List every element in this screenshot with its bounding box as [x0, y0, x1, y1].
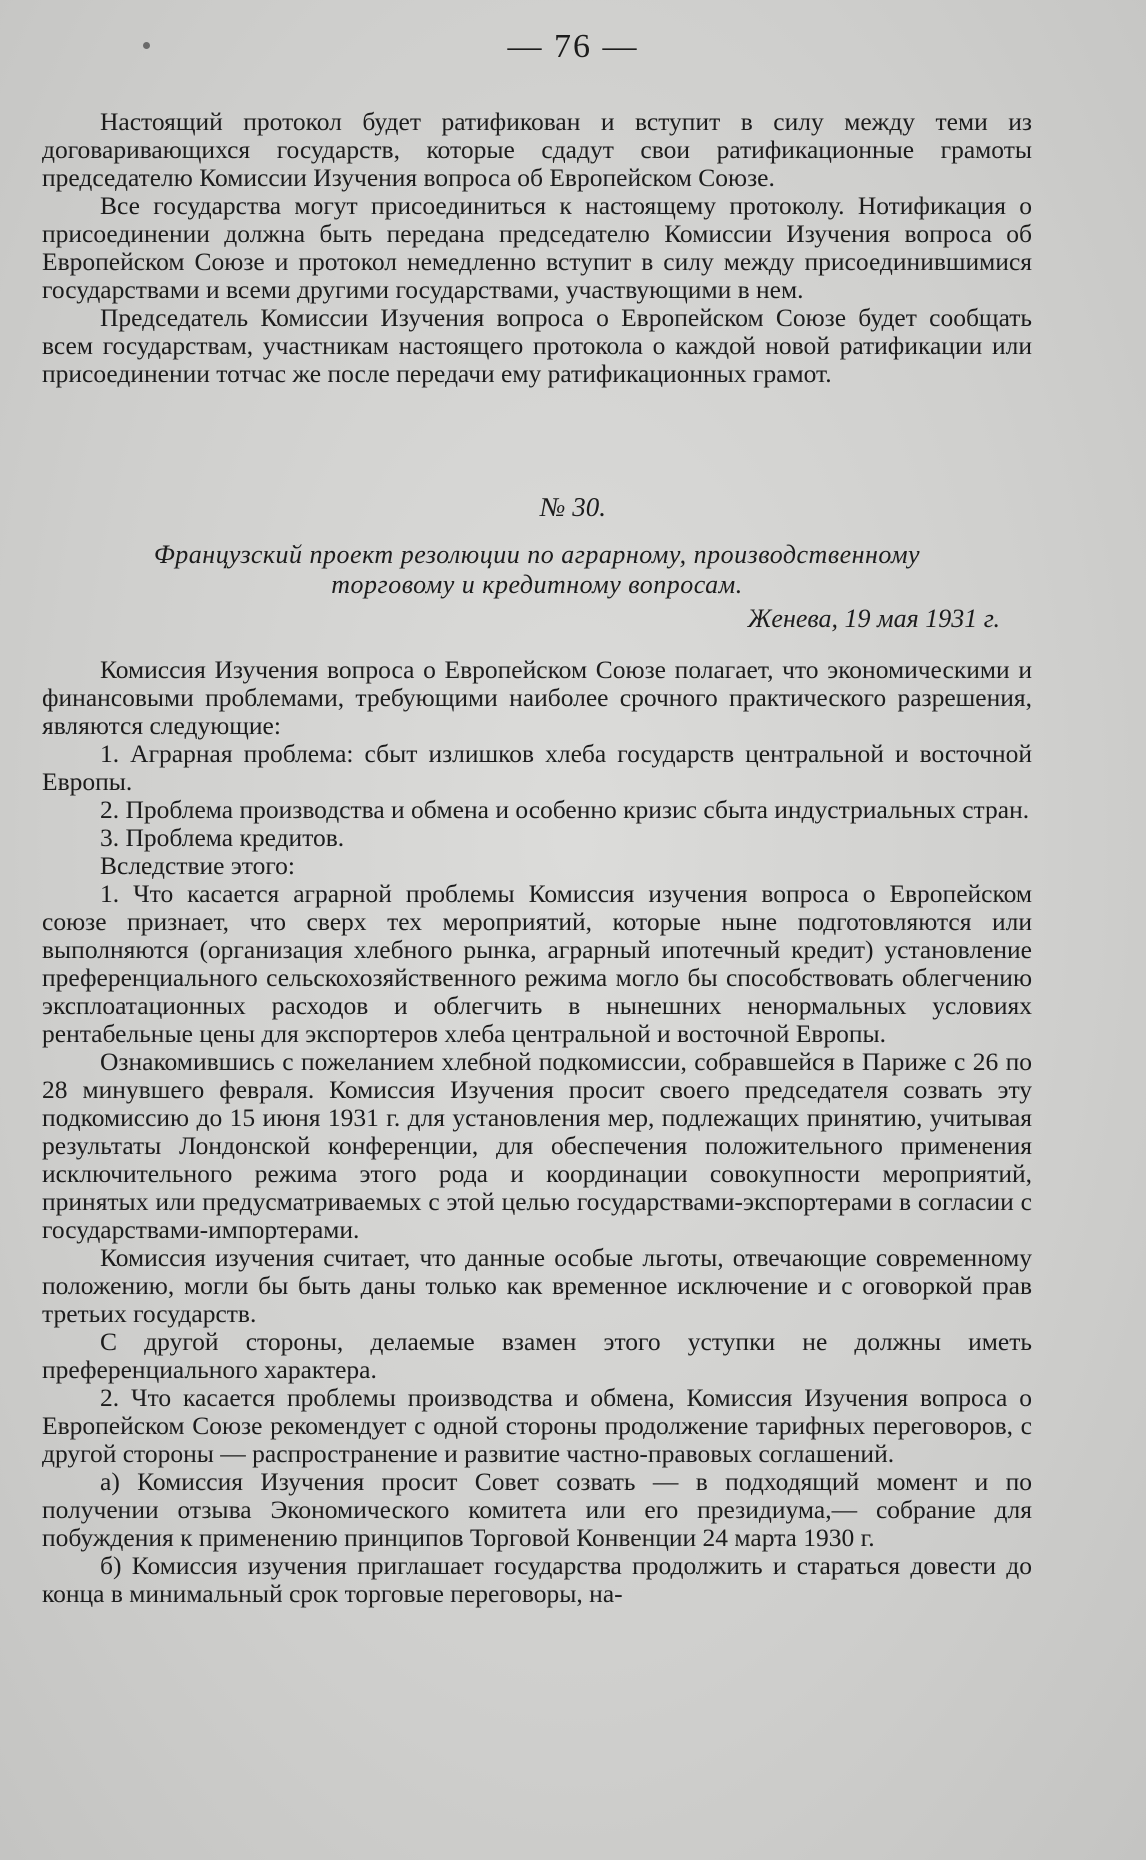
document-place-date: Женева, 19 мая 1931 г. — [747, 604, 1000, 633]
document-title-line-1: Французский проект резолюции по аграрному, производственному — [153, 540, 921, 569]
document-title — [42, 540, 1032, 600]
intro-paragraph-1: Настоящий протокол будет ратификован и вступит в силу между теми из договаривающихся государств, которые сдадут свои ратификационные грамоты председателю Комиссии Изучения вопроса об Европейском Союзе. — [42, 107, 1032, 192]
body-paragraph-4: 3. Проблема кредитов. — [100, 823, 345, 852]
intro-section — [42, 108, 1032, 388]
body-paragraph-6: 1. Что касается аграрной проблемы Комиссия изучения вопроса о Европейском союзе признает, что сверх тех мероприятий, которые ныне подготовляются или выполняются (организация хлебного рынка, аграрный ипотечный кредит) установление преференциального сельскохозяйственного режима могло бы способствовать облегчению эксплоатационных расходов и облегчить в нынешних ненормальных условиях рентабельные цены для экспортеров хлеба центральной и восточной Европы. — [42, 879, 1032, 1048]
intro-paragraph-3: Председатель Комиссии Изучения вопроса о Европейском Союзе будет сообщать всем государствам, участникам настоящего протокола о каждой новой ратификации или присоединении тотчас же после передачи ему ратификационных грамот. — [42, 303, 1032, 388]
document-number: № 30. — [540, 492, 606, 522]
body-paragraph-9: С другой стороны, делаемые взамен этого уступки не должны иметь преференциального характера. — [42, 1327, 1032, 1384]
page-number: — 76 — — [507, 28, 639, 65]
body-paragraph-11: а) Комиссия Изучения просит Совет созвать — в подходящий момент и по получении отзыва Экономического комитета или его президиума,— собрание для побуждения к применению принципов Торговой Конвенции 24 марта 1930 г. — [42, 1467, 1032, 1552]
body-paragraph-5: Вследствие этого: — [100, 851, 296, 880]
body-section — [42, 656, 1032, 1608]
document-title-line-2: торговому и кредитному вопросам. — [331, 570, 743, 599]
body-paragraph-3: 2. Проблема производства и обмена и особенно кризис сбыта индустриальных стран. — [100, 795, 1030, 824]
body-paragraph-10: 2. Что касается проблемы производства и обмена, Комиссия Изучения вопроса о Европейском Союзе рекомендует с одной стороны продолжение тарифных переговоров, с другой стороны — распространение и развитие частно-правовых соглашений. — [42, 1383, 1032, 1468]
body-paragraph-1: Комиссия Изучения вопроса о Европейском Союзе полагает, что экономическими и финансовыми проблемами, требующими наиболее срочного практического разрешения, являются следующие: — [42, 655, 1032, 740]
body-paragraph-2: 1. Аграрная проблема: сбыт излишков хлеба государств центральной и восточной Европы. — [42, 739, 1032, 796]
body-paragraph-8: Комиссия изучения считает, что данные особые льготы, отвечающие современному положению, могли бы быть даны только как временное исключение и с оговоркой прав третьих государств. — [42, 1243, 1032, 1328]
body-paragraph-12: б) Комиссия изучения приглашает государства продолжить и стараться довести до конца в минимальный срок торговые переговоры, на- — [42, 1551, 1032, 1608]
intro-paragraph-2: Все государства могут присоединиться к настоящему протоколу. Нотификация о присоединении должна быть передана председателю Комиссии Изучения вопроса об Европейском Союзе и протокол немедленно вступит в силу между присоединившимися государствами и всеми другими государствами, участвующими в нем. — [42, 191, 1032, 304]
body-paragraph-7: Ознакомившись с пожеланием хлебной подкомиссии, собравшейся в Париже с 26 по 28 минувшего февраля. Комиссия Изучения просит своего председателя созвать эту подкомиссию до 15 июня 1931 г. для установления мер, подлежащих принятию, учитывая результаты Лондонской конференции, для обеспечения положительного применения исключительного режима этого рода и координации совокупности мероприятий, принятых или предусматриваемых с этой целью государствами-экспортерами в согласии с государствами-импортерами. — [42, 1047, 1032, 1244]
